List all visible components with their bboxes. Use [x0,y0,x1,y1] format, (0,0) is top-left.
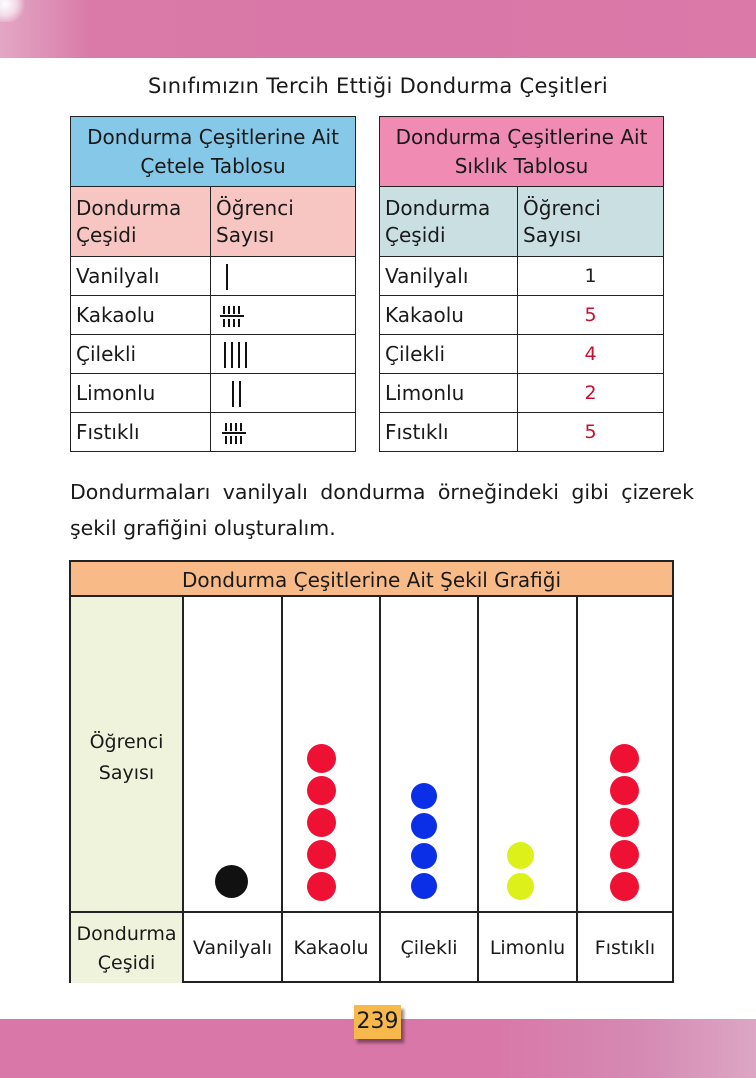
ice-cream-symbol [307,840,336,869]
table-row [71,335,356,374]
category-label: Çilekli [400,937,458,959]
row-name: Limonlu [380,374,518,413]
ice-cream-symbol [411,813,437,839]
row-name: Fıstıklı [380,413,518,452]
row-count: 2 [518,374,664,413]
category-label: Kakaolu [293,937,369,959]
ice-cream-symbol [411,843,437,869]
y-axis-label: Öğrenci Sayısı [89,731,164,784]
tally-marks-5 [211,296,356,335]
row-name: Fıstıklı [71,413,211,452]
tally-table-title: Dondurma Çeşitlerine Ait Çetele Tablosu [71,117,356,187]
table-row [380,374,664,413]
ice-cream-symbol [610,744,639,773]
ice-cream-symbol [507,873,534,900]
page-title: Sınıfımızın Tercih Ettiği Dondurma Çeşitleri [147,74,609,98]
corner-glow [0,0,28,22]
ice-cream-symbol [507,842,534,869]
tally-five-group [220,303,246,329]
ice-cream-symbol [307,808,336,837]
row-count: 4 [518,335,664,374]
table-row [71,374,356,413]
pictograph-chart [69,560,674,983]
tally-col-type-header: Dondurma Çeşidi [71,187,211,257]
ice-cream-symbol [307,872,336,901]
tally-mark [226,264,228,290]
row-name: Çilekli [71,335,211,374]
row-name: Limonlu [71,374,211,413]
freq-col-type-header: Dondurma Çeşidi [380,187,518,257]
row-count: 5 [518,296,664,335]
ice-cream-symbol [411,783,437,809]
row-name: Vanilyalı [71,257,211,296]
table-row [380,335,664,374]
row-count: 5 [518,413,664,452]
category-label: Fıstıklı [594,937,656,959]
table-row [71,296,356,335]
table-row [71,257,356,296]
ice-cream-symbol [610,840,639,869]
x-axis-label: Dondurma Çeşidi [71,913,182,983]
instruction-text: Dondurmaları vanilyalı dondurma örneğindeki gibi çizerek şekil grafiğini oluşturalım. [70,480,694,540]
tally-table [70,116,356,452]
ice-cream-symbol [610,872,639,901]
ice-cream-symbol [411,873,437,899]
row-count: 1 [518,257,664,296]
freq-col-count-header: Öğrenci Sayısı [518,187,664,257]
row-name: Kakaolu [380,296,518,335]
ice-cream-symbol [307,744,336,773]
ice-cream-symbol [307,776,336,805]
tally-five-group [222,420,248,446]
row-name: Kakaolu [71,296,211,335]
row-name: Çilekli [380,335,518,374]
table-row [380,413,664,452]
chart-title: Dondurma Çeşitlerine Ait Şekil Grafiği [71,562,672,597]
tally-marks-4 [211,335,356,374]
frequency-table-title: Dondurma Çeşitlerine Ait Sıklık Tablosu [380,117,664,187]
ice-cream-symbol [215,865,248,898]
category-label: Limonlu [489,937,566,959]
table-row [71,413,356,452]
page-number: 239 [354,1005,401,1039]
table-row [380,296,664,335]
ice-cream-symbol [610,776,639,805]
top-decorative-band [0,0,756,58]
tally-col-count-header: Öğrenci Sayısı [211,187,356,257]
frequency-table [379,116,664,452]
table-row [380,257,664,296]
tally-marks-1 [211,257,356,296]
ice-cream-symbol [610,808,639,837]
tally-marks-5 [211,413,356,452]
category-label: Vanilyalı [192,937,273,959]
row-name: Vanilyalı [380,257,518,296]
tally-marks-2 [211,374,356,413]
